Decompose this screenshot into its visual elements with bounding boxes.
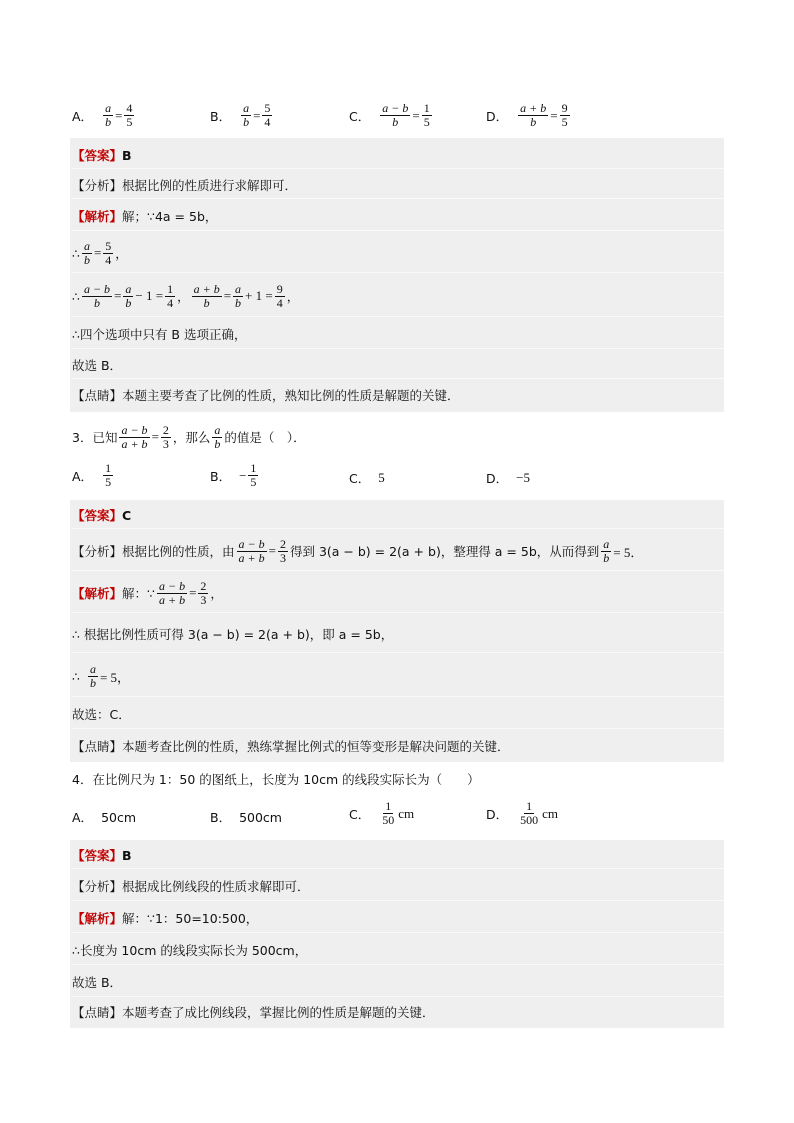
numerator: a + b <box>193 281 220 296</box>
punctuation: ， <box>177 289 190 304</box>
option-label: B． <box>210 468 232 484</box>
numerator: 1 <box>250 461 257 475</box>
answer-line <box>72 142 724 169</box>
q3-stem <box>72 420 724 454</box>
denominator: b <box>105 115 112 129</box>
equals: = <box>268 543 276 558</box>
solution-line <box>72 936 724 965</box>
q3-option-a[interactable] <box>72 462 115 489</box>
fraction <box>380 102 410 129</box>
solution-tag: 【解析】 <box>72 911 123 926</box>
solution-line <box>72 202 724 231</box>
numerator: 2 <box>162 422 169 437</box>
solution-step: ∴ 根据比例性质可得 3(a − b) = 2(a + b)，即 a = 5b， <box>72 627 394 642</box>
q2-option-b[interactable]: B． $\frac{a}{b}$ = $\frac{5}{4}$ <box>210 101 271 129</box>
comment-tag: 【点睛】 <box>72 739 123 754</box>
denominator: 500 <box>520 813 539 827</box>
option-label: B． <box>210 810 232 825</box>
fraction <box>157 580 187 607</box>
denominator: 4 <box>167 295 174 310</box>
option-value: 500cm <box>239 809 282 825</box>
option-label: D． <box>486 806 509 822</box>
solution-line <box>72 352 724 379</box>
therefore-symbol: ∴ <box>72 288 80 304</box>
numerator: 2 <box>279 536 286 551</box>
denominator: 3 <box>279 550 286 565</box>
q4-stem <box>72 766 724 792</box>
numerator: 9 <box>561 101 568 115</box>
denominator: 3 <box>162 436 169 451</box>
denominator: b <box>530 115 537 129</box>
option-value: −5 <box>516 470 530 485</box>
solution-step: 故选：C． <box>72 707 131 722</box>
denominator: 4 <box>264 115 271 129</box>
denominator: b <box>203 295 210 310</box>
denominator: b <box>235 295 242 310</box>
numerator: a <box>243 101 250 115</box>
fraction <box>233 283 243 310</box>
equals: = <box>151 429 159 444</box>
q3-option-b[interactable] <box>210 462 260 489</box>
q2-answer-panel <box>70 138 724 412</box>
fraction <box>601 538 611 565</box>
solution-step: = 5， <box>99 669 131 685</box>
analysis-line <box>72 172 724 199</box>
fraction <box>278 538 288 565</box>
solution-line <box>72 904 724 933</box>
fraction <box>380 800 396 827</box>
fraction <box>88 663 98 690</box>
solution-line <box>72 574 724 613</box>
fraction <box>241 102 251 129</box>
fraction <box>124 102 134 129</box>
numerator: a <box>214 422 221 437</box>
numerator: a <box>603 536 610 551</box>
numerator: a − b <box>158 578 186 593</box>
solution-step: 故选 B． <box>72 358 123 373</box>
fraction <box>103 102 113 129</box>
option-label: C． <box>349 108 371 124</box>
numerator: 1 <box>105 461 112 475</box>
q4-answer-panel <box>70 840 724 1028</box>
option-label: A． <box>72 810 94 825</box>
fraction <box>123 283 133 310</box>
solution-line <box>72 616 724 653</box>
solution-line <box>72 276 724 317</box>
analysis-line <box>72 872 724 901</box>
numerator: a <box>235 281 242 296</box>
stem-text: 4．在比例尺为 1：50 的图纸上，长度为 10cm 的线段实际长为（ ） <box>72 772 480 787</box>
equals: = <box>114 288 122 303</box>
fraction <box>198 580 208 607</box>
denominator: b <box>89 675 96 690</box>
comment-text: 本题主要考查了比例的性质，熟知比例的性质是解题的关键． <box>122 388 460 403</box>
fraction <box>119 424 149 451</box>
fraction <box>518 800 540 827</box>
comment-line <box>72 998 724 1026</box>
answer-tag: 【答案】 <box>72 148 123 163</box>
therefore-symbol: ∴ <box>72 245 80 261</box>
fraction <box>275 283 285 310</box>
numerator: a <box>89 661 96 676</box>
solution-line <box>72 700 724 729</box>
unit: cm <box>542 805 559 821</box>
option-label: C． <box>349 806 371 822</box>
option-value: 50cm <box>101 809 137 825</box>
q4-option-d[interactable] <box>486 800 558 827</box>
fraction <box>248 462 258 489</box>
denominator: b <box>603 550 610 565</box>
solution-line <box>72 234 724 273</box>
numerator: a <box>125 281 132 296</box>
numerator: 1 <box>526 799 533 813</box>
fraction <box>560 102 570 129</box>
solution-tag: 【解析】 <box>72 209 123 224</box>
q2-option-d[interactable]: D． $\frac{a + b}{b}$ = $\frac{9}{5}$ <box>486 101 568 129</box>
analysis-text: = 5． <box>613 544 644 560</box>
comment-tag: 【点睛】 <box>72 388 123 403</box>
denominator: b <box>125 295 132 310</box>
expression: + 1 = <box>245 288 273 303</box>
fraction <box>82 283 112 310</box>
expression: − 1 = <box>135 288 164 303</box>
stem-text: 的值是（ ）． <box>224 430 306 445</box>
fraction <box>262 102 272 129</box>
option-label: D． <box>486 108 509 124</box>
numerator: a − b <box>238 536 265 551</box>
solution-step: 故选 B． <box>72 975 123 990</box>
fraction <box>237 538 267 565</box>
q3-answer-panel <box>70 500 724 762</box>
denominator: b <box>94 295 100 310</box>
punctuation: ， <box>286 289 300 304</box>
denominator: 5 <box>561 115 568 129</box>
comment-text: 本题考查比例的性质，熟练掌握比例式的恒等变形是解决问题的关键． <box>122 739 510 754</box>
numerator: 5 <box>105 238 112 253</box>
denominator: b <box>243 115 250 129</box>
numerator: 1 <box>423 101 430 115</box>
q2-option-c[interactable]: C． $\frac{a - b}{b}$ = $\frac{1}{5}$ <box>349 101 430 129</box>
numerator: a <box>83 238 90 253</box>
solution-step: 解：∵1：50=10:500， <box>122 911 259 926</box>
fraction <box>161 424 171 451</box>
fraction <box>518 102 548 129</box>
denominator: 4 <box>276 295 283 310</box>
option-value: 5 <box>378 470 385 485</box>
fraction <box>192 283 222 310</box>
answer-tag: 【答案】 <box>72 508 123 523</box>
fraction <box>82 240 92 267</box>
question-number: 3．已知 <box>72 430 118 445</box>
analysis-text: 根据比例的性质进行求解即可． <box>122 178 298 193</box>
denominator: a + b <box>121 436 148 451</box>
q2-option-a[interactable]: A． $\frac{a}{b}$ = $\frac{4}{5}$ <box>72 101 133 129</box>
comment-line <box>72 732 724 760</box>
fraction <box>165 283 175 310</box>
analysis-tag: 【分析】 <box>72 879 123 894</box>
answer-value: C <box>122 507 132 523</box>
analysis-line <box>72 532 724 571</box>
denominator: 5 <box>250 475 257 489</box>
therefore-symbol: ∴ <box>72 668 80 684</box>
numerator: a − b <box>121 422 148 437</box>
numerator: 5 <box>264 101 271 115</box>
answer-value: B <box>122 847 132 863</box>
q4-option-b[interactable] <box>210 808 282 826</box>
solution-line <box>72 656 724 697</box>
answer-value: B <box>122 147 132 163</box>
denominator: a + b <box>158 592 186 607</box>
q3-option-d[interactable] <box>486 469 530 487</box>
comment-line <box>72 382 724 408</box>
analysis-tag: 【分析】 <box>72 544 123 559</box>
numerator: a + b <box>520 101 547 115</box>
analysis-text: 根据比例的性质，由 <box>122 544 235 559</box>
analysis-tag: 【分析】 <box>72 178 123 193</box>
analysis-text: 根据成比例线段的性质求解即可． <box>122 879 310 894</box>
numerator: 1 <box>167 281 174 296</box>
denominator: 4 <box>105 252 112 267</box>
solution-step: ∴长度为 10cm 的线段实际长为 500cm， <box>72 943 308 958</box>
comment-text: 本题考查了成比例线段，掌握比例的性质是解题的关键． <box>122 1005 435 1020</box>
numerator: 9 <box>276 281 283 296</box>
answer-tag: 【答案】 <box>72 848 123 863</box>
equals: = <box>189 585 197 600</box>
denominator: 5 <box>126 115 133 129</box>
option-label: A． <box>72 468 94 484</box>
denominator: 50 <box>382 813 395 827</box>
numerator: a <box>105 101 112 115</box>
equals: = <box>223 288 232 303</box>
fraction <box>212 424 222 451</box>
denominator: a + b <box>238 550 265 565</box>
q4-option-a[interactable] <box>72 808 136 826</box>
solution-step: 解；∵4a = 5b， <box>122 209 218 224</box>
fraction <box>103 240 113 267</box>
analysis-text: 得到 3(a − b) = 2(a + b)，整理得 a = 5b，从而得到 <box>289 544 600 559</box>
answer-line <box>72 502 724 529</box>
option-label: D． <box>486 471 509 486</box>
minus-sign: − <box>239 467 247 483</box>
solution-line <box>72 968 724 997</box>
fraction <box>103 462 113 489</box>
option-label: A． <box>72 108 94 124</box>
denominator: 5 <box>105 475 112 489</box>
denominator: b <box>214 436 221 451</box>
option-label: B． <box>210 108 232 124</box>
fraction <box>422 102 432 129</box>
solution-step: 解：∵ <box>122 586 155 601</box>
denominator: 3 <box>200 592 207 607</box>
punctuation: ， <box>115 246 128 261</box>
numerator: 4 <box>126 101 133 115</box>
solution-step: ∴四个选项中只有 B 选项正确， <box>72 327 247 342</box>
numerator: 2 <box>200 578 207 593</box>
q4-option-c[interactable] <box>349 800 414 827</box>
numerator: 1 <box>385 799 392 813</box>
answer-line <box>72 842 724 869</box>
solution-line <box>72 320 724 349</box>
stem-text: ，那么 <box>172 430 211 445</box>
denominator: b <box>83 252 90 267</box>
numerator: a − b <box>83 281 111 296</box>
denominator: 5 <box>423 115 430 129</box>
unit: cm <box>398 805 415 821</box>
punctuation: ， <box>210 586 223 601</box>
denominator: b <box>392 115 399 129</box>
option-label: C． <box>349 471 371 486</box>
solution-tag: 【解析】 <box>72 586 123 601</box>
q3-option-c[interactable] <box>349 469 385 487</box>
comment-tag: 【点睛】 <box>72 1005 123 1020</box>
numerator: a − b <box>382 101 409 115</box>
equals: = <box>93 245 102 260</box>
